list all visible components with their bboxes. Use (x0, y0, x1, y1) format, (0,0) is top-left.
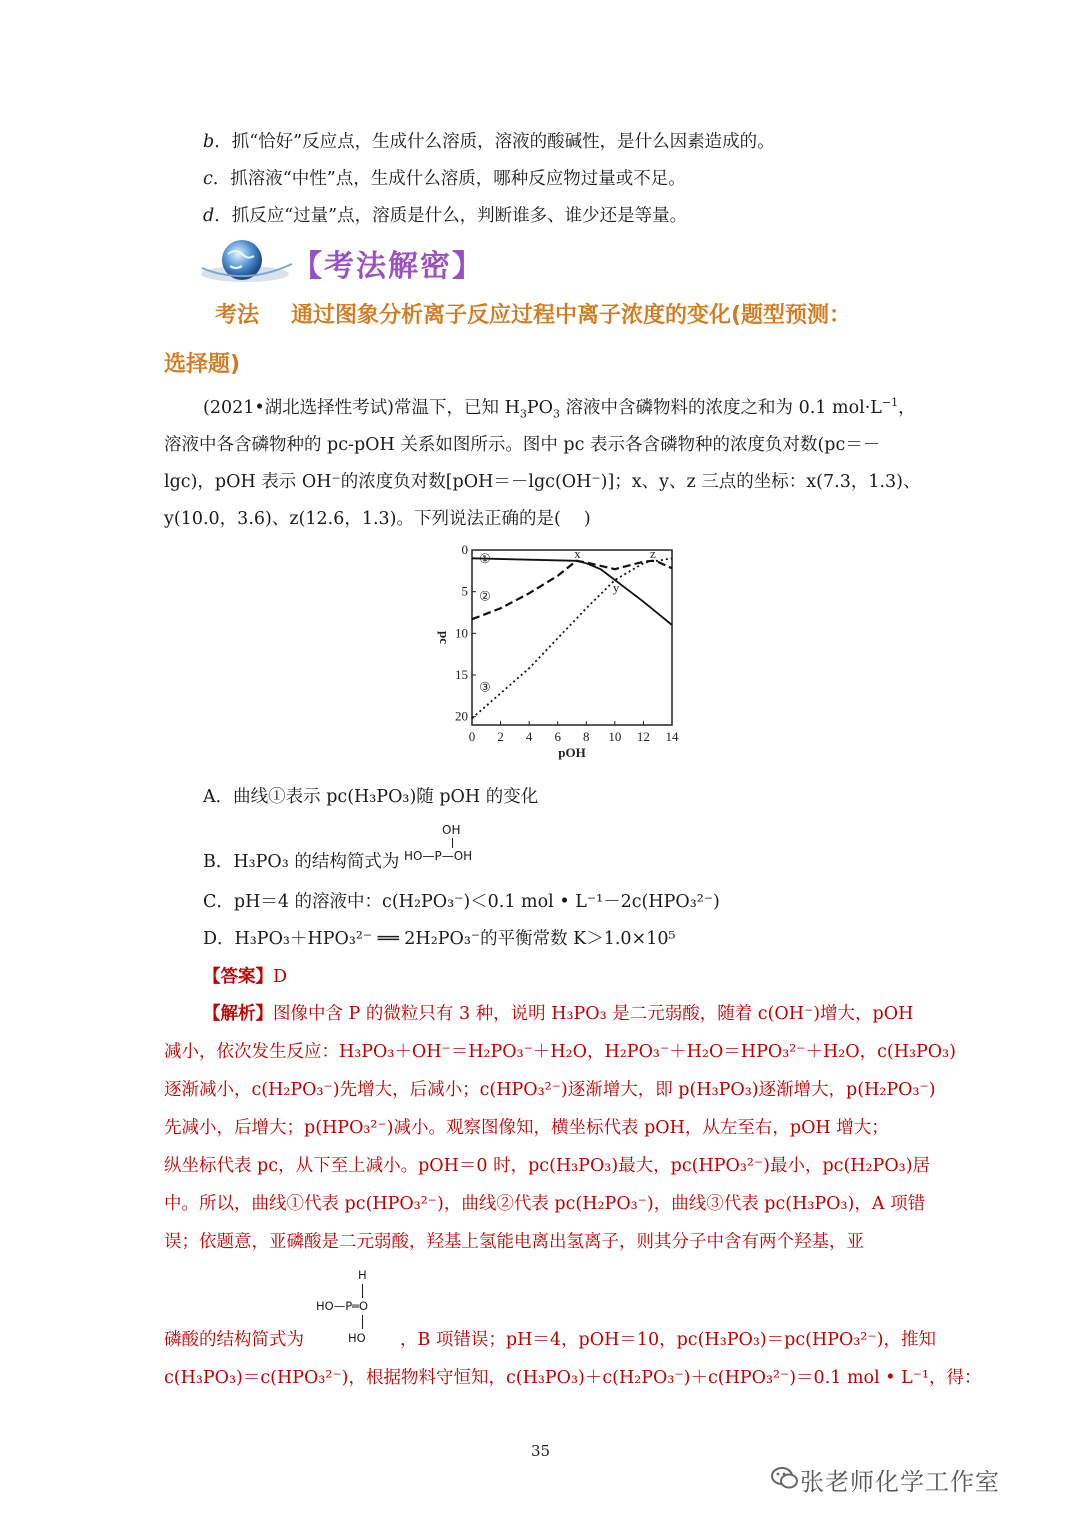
tip-letter: d (203, 206, 215, 226)
kaofa-title-line2: 选择题) (164, 352, 241, 377)
analysis-line-2: 减小，依次发生反应：H₃PO₃＋OH⁻＝H₂PO₃⁻＋H₂O，H₂PO₃⁻＋H₂O＝HPO₃²⁻＋H₂O，c(H₃PO₃) (164, 1042, 956, 1062)
series-line-2 (472, 561, 672, 619)
analysis-line-6: 中。所以，曲线①代表 pc(HPO₃²⁻)，曲线②代表 pc(H₂PO₃⁻)，曲线③代表 pc(H₃PO₃)，A 项错 (164, 1194, 926, 1214)
struct-analysis-bond-top (362, 1284, 363, 1298)
struct-b-bond (452, 838, 453, 848)
y-axis-label: pc (437, 631, 452, 644)
point-label-z: z (650, 545, 656, 561)
question-line-2: 溶液中各含磷物种的 pc-pOH 关系如图所示。图中 pc 表示各含磷物种的浓度负对数(pc＝－ (164, 435, 881, 455)
struct-b-main: HO—P—OH (404, 849, 473, 863)
series-label: ③ (479, 679, 491, 695)
kaofa-label: 考法 (215, 303, 260, 328)
wechat-icon (770, 1464, 800, 1492)
answer: 【答案】D (203, 967, 288, 987)
tip-b (203, 130, 775, 154)
series-label: ① (479, 551, 491, 567)
option-d: D．H₃PO₃＋HPO₃²⁻ ══ 2H₂PO₃⁻的平衡常数 K＞1.0×10⁵ (203, 929, 676, 949)
watermark: 张老师化学工作室 (800, 1468, 1000, 1496)
tip-d (203, 204, 687, 228)
tip-text: ．抓反应“过量”点，溶质是什么，判断谁多、谁少还是等量。 (214, 206, 688, 226)
pc-poh-chart (420, 540, 700, 775)
series-line-1 (472, 558, 672, 625)
kaofa-title-line1: 通过图象分析离子反应过程中离子浓度的变化(题型预测： (291, 303, 852, 328)
x-axis-label: pOH (558, 745, 586, 760)
question-line-3: lgc)，pOH 表示 OH⁻的浓度负对数[pOH＝－lgc(OH⁻)]；x、y、z 三点的坐标：x(7.3，1.3)、 (164, 472, 921, 492)
y-tick-label: 20 (455, 708, 468, 724)
tip-letter: b (203, 132, 215, 152)
tip-c (203, 167, 686, 191)
x-tick-label: 10 (608, 729, 622, 744)
point-label-x: x (574, 545, 581, 561)
option-c: C．pH＝4 的溶液中：c(H₂PO₃⁻)＜0.1 mol • L⁻¹－2c(HPO₃²⁻) (203, 892, 720, 912)
point-label-y: y (612, 580, 620, 595)
series-label: ② (479, 588, 491, 604)
analysis-line-1: 【解析】图像中含 P 的微粒只有 3 种，说明 H₃PO₃ 是二元弱酸，随着 c(OH⁻)增大，pOH (203, 1004, 914, 1024)
x-tick-label: 12 (636, 729, 650, 744)
x-tick-label: 8 (583, 729, 590, 744)
section-title: 【考法解密】 (292, 249, 484, 284)
analysis-line-7: 误；依题意，亚磷酸是二元弱酸，羟基上氢能电离出氢离子，则其分子中含有两个羟基，亚 (164, 1232, 864, 1252)
plot-frame (472, 550, 672, 725)
struct-analysis-bond-bottom (362, 1315, 363, 1329)
analysis-line-4: 先减小，后增大；p(HPO₃²⁻)减小。观察图像知，横坐标代表 pOH，从左至右，pOH 增大； (164, 1118, 889, 1138)
y-tick-label: 10 (455, 625, 468, 641)
analysis-line-3: 逐渐减小，c(H₂PO₃⁻)先增大，后减小；c(HPO₃²⁻)逐渐增大，即 p(H₃PO₃)逐渐增大，p(H₂PO₃⁻) (164, 1080, 936, 1100)
x-tick-label: 14 (665, 729, 679, 744)
x-tick-label: 0 (468, 729, 476, 744)
globe-icon (200, 236, 295, 286)
option-a: A．曲线①表示 pc(H₃PO₃)随 pOH 的变化 (203, 787, 539, 807)
question-line-4: y(10.0，3.6)、z(12.6，1.3)。下列说法正确的是( ) (164, 509, 591, 529)
tip-letter: c (203, 169, 213, 189)
question-line-1: (2021•湖北选择性考试)常温下，已知 $H_3PO_3$ 溶液中含磷物料的浓度之和为 0.1 $mol\cdot L^{-1}$， (203, 396, 916, 421)
analysis-line-9: c(H₃PO₃)＝c(HPO₃²⁻)，根据物料守恒知，c(H₃PO₃)＋c(H₂PO₃⁻)＋c(HPO₃²⁻)＝0.1 mol • L⁻¹，得： (164, 1368, 982, 1388)
y-tick-label: 15 (455, 667, 468, 682)
y-tick-label: 5 (461, 583, 468, 599)
analysis-line-5: 纵坐标代表 pc，从下至上减小。pOH＝0 时，pc(H₃PO₃)最大，pc(HPO₃²⁻)最小，pc(H₂PO₃)居 (164, 1156, 931, 1176)
tip-text: ．抓溶液“中性”点，生成什么溶质，哪种反应物过量或不足。 (212, 169, 686, 189)
series-line-3 (472, 558, 672, 718)
struct-analysis-ho: HO (348, 1331, 366, 1345)
struct-analysis-h: H (358, 1268, 367, 1282)
analysis-line-8b: ，B 项错误；pH＝4，pOH＝10，pc(H₃PO₃)＝pc(HPO₃²⁻)，推知 (400, 1330, 936, 1350)
y-tick-label: 0 (461, 542, 468, 557)
analysis-line-8a: 磷酸的结构简式为 (164, 1330, 304, 1350)
page-number: 35 (531, 1442, 551, 1460)
tip-text: ．抓“恰好”反应点，生成什么溶质，溶液的酸碱性，是什么因素造成的。 (214, 132, 775, 152)
struct-b-oh-top: OH (442, 823, 461, 837)
x-tick-label: 2 (497, 729, 504, 744)
option-b: B．H₃PO₃ 的结构简式为 (203, 852, 400, 872)
x-tick-label: 4 (525, 729, 533, 744)
x-tick-label: 6 (554, 729, 561, 744)
struct-analysis-main: HO—P═O (316, 1299, 369, 1313)
